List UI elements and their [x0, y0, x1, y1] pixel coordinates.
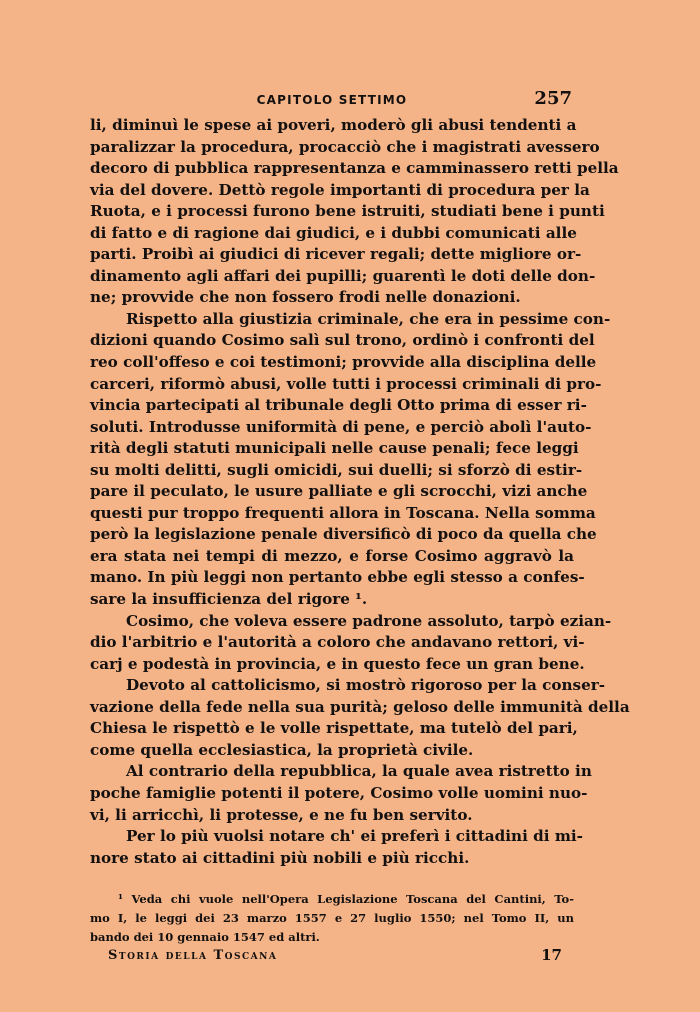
text-line: dio l'arbitrio e l'autorità a coloro che andavano rettori, vi- [90, 633, 585, 652]
text-line: pare il peculato, le usure palliate e gli scrocchi, vizi anche [90, 482, 588, 501]
paragraph-start-line: Devoto al cattolicismo, si mostrò rigoroso per la conser- [126, 676, 606, 695]
text-line: paralizzar la procedura, procacciò che i magistrati avessero [90, 137, 600, 156]
text-line: via del dovere. Dettò regole importanti di procedura per la [90, 180, 590, 199]
text-line: soluti. Introdusse uniformità di pene, e perciò abolì l'auto- [90, 417, 592, 436]
paragraph-start-line: Cosimo, che voleva essere padrone assoluto, tarpò ezian- [126, 611, 612, 630]
text-line: dinamento agli affari dei pupilli; guarentì le doti delle don- [90, 266, 596, 285]
page-number: 257 [534, 88, 572, 109]
text-line: carj e podestà in provincia, e in questo fece un gran bene. [90, 654, 585, 673]
signature-title: Storia della Toscana [108, 948, 278, 963]
signature-line [108, 946, 562, 966]
text-line: era stata nei tempi di mezzo, e forse Cosimo aggravò la [90, 546, 574, 565]
text-line: Ruota, e i processi furono bene istruiti, studiati bene i punti [90, 202, 605, 221]
signature-number: 17 [541, 946, 562, 964]
body-text [90, 115, 630, 869]
text-line: Chiesa le rispettò e le volle rispettate, ma tutelò del pari, [90, 719, 578, 738]
footnote-line: ¹ Veda chi vuole nell'Opera Legislazione Toscana del Cantini, To- [118, 892, 574, 906]
text-line: vincia partecipati al tribunale degli Otto prima di esser ri- [90, 396, 587, 415]
text-line: mano. In più leggi non pertanto ebbe egli stesso a confes- [90, 568, 585, 587]
text-line: sare la insufficienza del rigore ¹. [90, 590, 368, 609]
text-line: però la legislazione penale diversificò di poco da quella che [90, 525, 597, 544]
text-line: rità degli statuti municipali nelle cause penali; fece leggi [90, 439, 579, 458]
text-line: nore stato ai cittadini più nobili e più ricchi. [90, 848, 470, 867]
text-line: vazione della fede nella sua purità; geloso delle immunità della [90, 697, 630, 716]
text-line: questi pur troppo frequenti allora in Toscana. Nella somma [90, 503, 596, 522]
running-title: CAPITOLO SETTIMO [256, 93, 408, 107]
text-line: su molti delitti, sugli omicidi, sui duelli; si sforzò di estir- [90, 460, 583, 479]
text-line: poche famiglie potenti il potere, Cosimo volle uomini nuo- [90, 783, 588, 802]
paragraph-start-line: Al contrario della repubblica, la quale avea ristretto in [126, 762, 592, 781]
paragraph-start-line: Rispetto alla giustizia criminale, che era in pessime con- [126, 309, 611, 328]
footnote [90, 890, 574, 947]
text-line: di fatto e di ragione dai giudici, e i dubbi comunicati alle [90, 223, 577, 242]
footnote-line: bando dei 10 gennaio 1547 ed altri. [90, 930, 320, 944]
footnote-line: mo I, le leggi dei 23 marzo 1557 e 27 luglio 1550; nel Tomo II, un [90, 911, 574, 925]
paragraph-start-line: Per lo più vuolsi notare ch' ei preferì i cittadini di mi- [126, 827, 583, 846]
text-line: dizioni quando Cosimo salì sul trono, ordinò i confronti del [90, 331, 595, 350]
text-line: carceri, riformò abusi, volle tutti i processi criminali di pro- [90, 374, 602, 393]
text-line: come quella ecclesiastica, la proprietà civile. [90, 740, 474, 759]
text-line: vi, li arricchì, li protesse, e ne fu ben servito. [90, 805, 473, 824]
text-line: decoro di pubblica rappresentanza e camminassero retti pella [90, 159, 619, 178]
running-header [90, 88, 574, 112]
text-line: parti. Proibì ai giudici di ricever regali; dette migliore or- [90, 245, 582, 264]
text-line: ne; provvide che non fossero frodi nelle donazioni. [90, 288, 521, 307]
text-line: li, diminuì le spese ai poveri, moderò gli abusi tendenti a [90, 116, 577, 134]
text-line: reo coll'offeso e coi testimoni; provvide alla disciplina delle [90, 353, 597, 372]
